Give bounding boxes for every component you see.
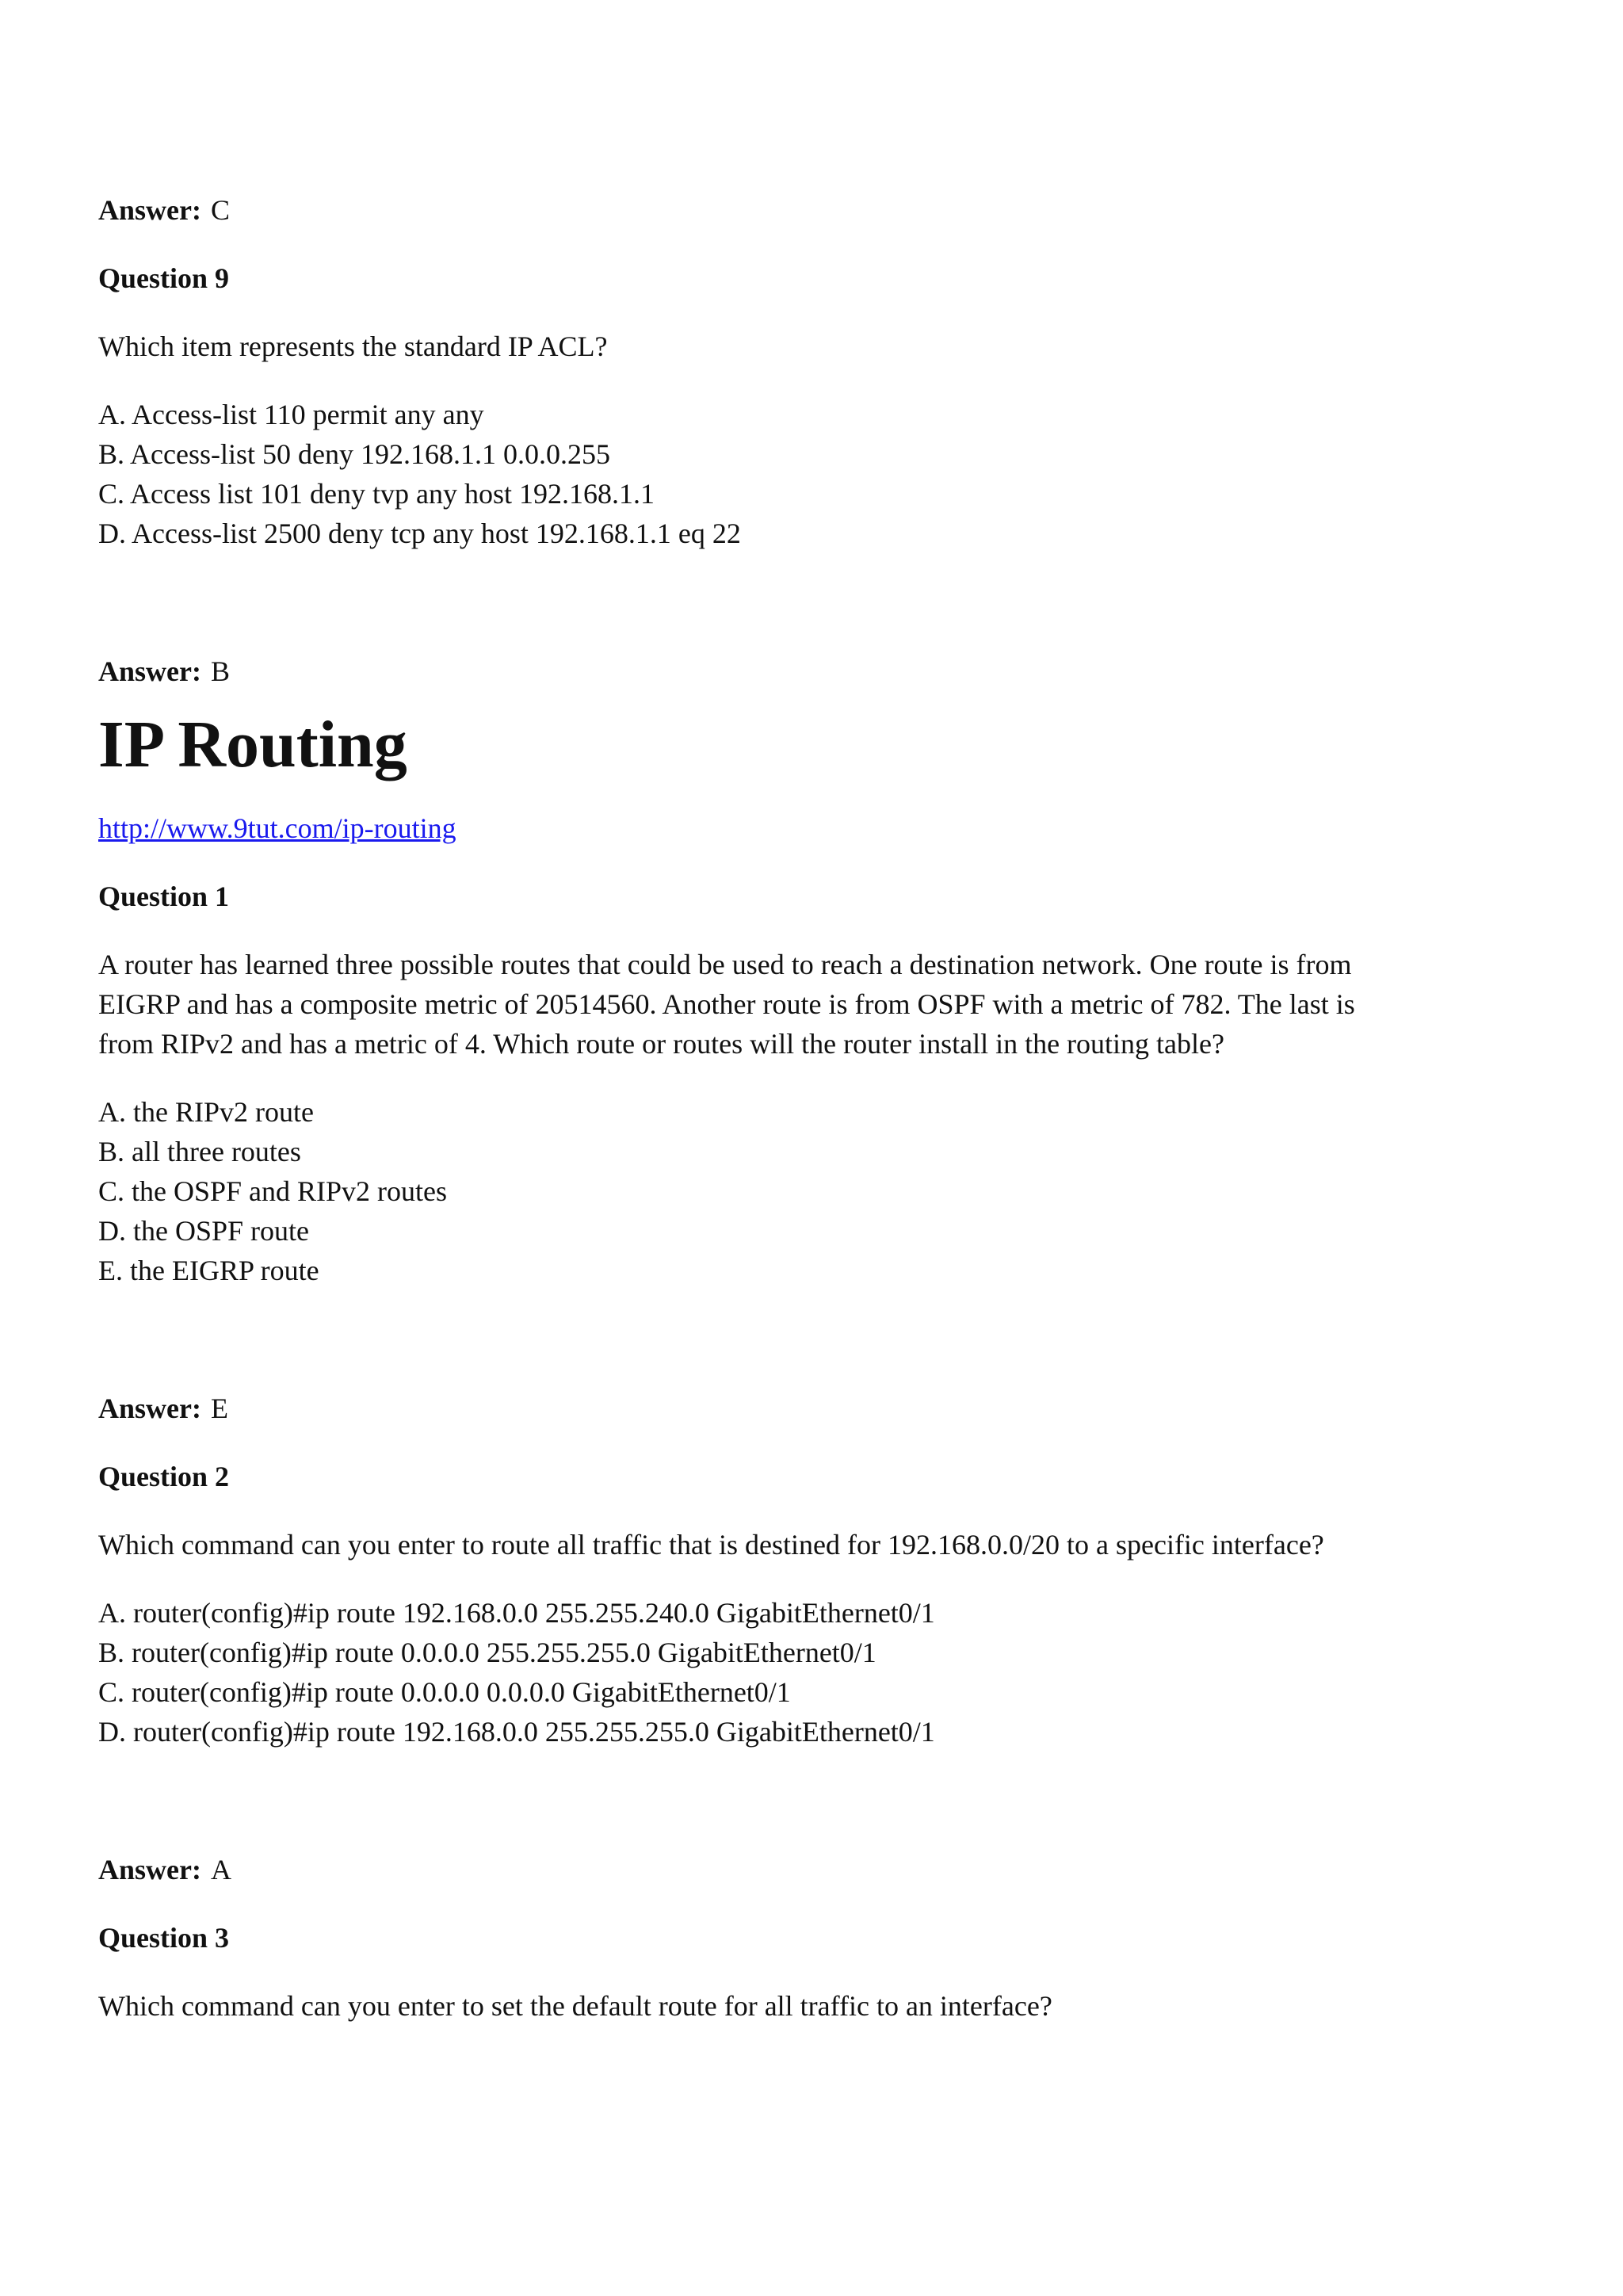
options-list	[98, 395, 1525, 553]
question-text-line: A router has learned three possible routes that could be used to reach a destination network. One route is from	[98, 949, 1352, 980]
answer-value: C	[210, 194, 230, 226]
answer-line	[98, 190, 1525, 230]
option-item: A. Access-list 110 permit any any	[98, 399, 484, 430]
document-page	[98, 190, 1525, 2026]
answer-label: Answer:	[98, 655, 201, 687]
option-item: B. router(config)#ip route 0.0.0.0 255.255.255.0 GigabitEthernet0/1	[98, 1637, 876, 1668]
question-title: Question 9	[98, 262, 230, 294]
option-item: E. the EIGRP route	[98, 1255, 319, 1286]
answer-line	[98, 1389, 1525, 1428]
answer-value: E	[210, 1392, 228, 1424]
option-item: B. all three routes	[98, 1136, 301, 1167]
option-item: D. the OSPF route	[98, 1215, 310, 1247]
option-item: D. Access-list 2500 deny tcp any host 192.168.1.1 eq 22	[98, 518, 741, 549]
option-item: B. Access-list 50 deny 192.168.1.1 0.0.0.255	[98, 438, 610, 470]
answer-label: Answer:	[98, 1854, 201, 1885]
answer-value: A	[210, 1854, 231, 1885]
section-link-line	[98, 808, 1525, 848]
question-text: Which command can you enter to set the default route for all traffic to an interface?	[98, 1990, 1052, 2022]
options-list	[98, 1593, 1525, 1752]
option-item: A. router(config)#ip route 192.168.0.0 255.255.240.0 GigabitEthernet0/1	[98, 1597, 935, 1629]
options-list	[98, 1092, 1525, 1290]
option-item: C. the OSPF and RIPv2 routes	[98, 1175, 448, 1207]
option-item: C. Access list 101 deny tvp any host 192.168.1.1	[98, 478, 655, 510]
question-text	[98, 945, 1525, 1064]
question-title: Question 2	[98, 1461, 230, 1492]
question-text: Which item represents the standard IP ACL?	[98, 330, 608, 362]
answer-line	[98, 1850, 1525, 1889]
answer-line	[98, 651, 1525, 691]
answer-label: Answer:	[98, 1392, 201, 1424]
question-text-line: EIGRP and has a composite metric of 20514560. Another route is from OSPF with a metric of 782. The last is	[98, 988, 1355, 1020]
answer-value: B	[210, 655, 230, 687]
option-item: C. router(config)#ip route 0.0.0.0 0.0.0.0 GigabitEthernet0/1	[98, 1676, 791, 1708]
question-title: Question 1	[98, 881, 230, 912]
section-link[interactable]: http://www.9tut.com/ip-routing	[98, 812, 456, 844]
question-text: Which command can you enter to route all traffic that is destined for 192.168.0.0/20 to a specific interface?	[98, 1529, 1324, 1561]
answer-label: Answer:	[98, 194, 201, 226]
section-title: IP Routing	[98, 708, 407, 781]
option-item: D. router(config)#ip route 192.168.0.0 255.255.255.0 GigabitEthernet0/1	[98, 1716, 935, 1748]
question-title: Question 3	[98, 1922, 230, 1954]
option-item: A. the RIPv2 route	[98, 1096, 314, 1128]
question-text-line: from RIPv2 and has a metric of 4. Which route or routes will the router install in the routing table?	[98, 1028, 1224, 1060]
